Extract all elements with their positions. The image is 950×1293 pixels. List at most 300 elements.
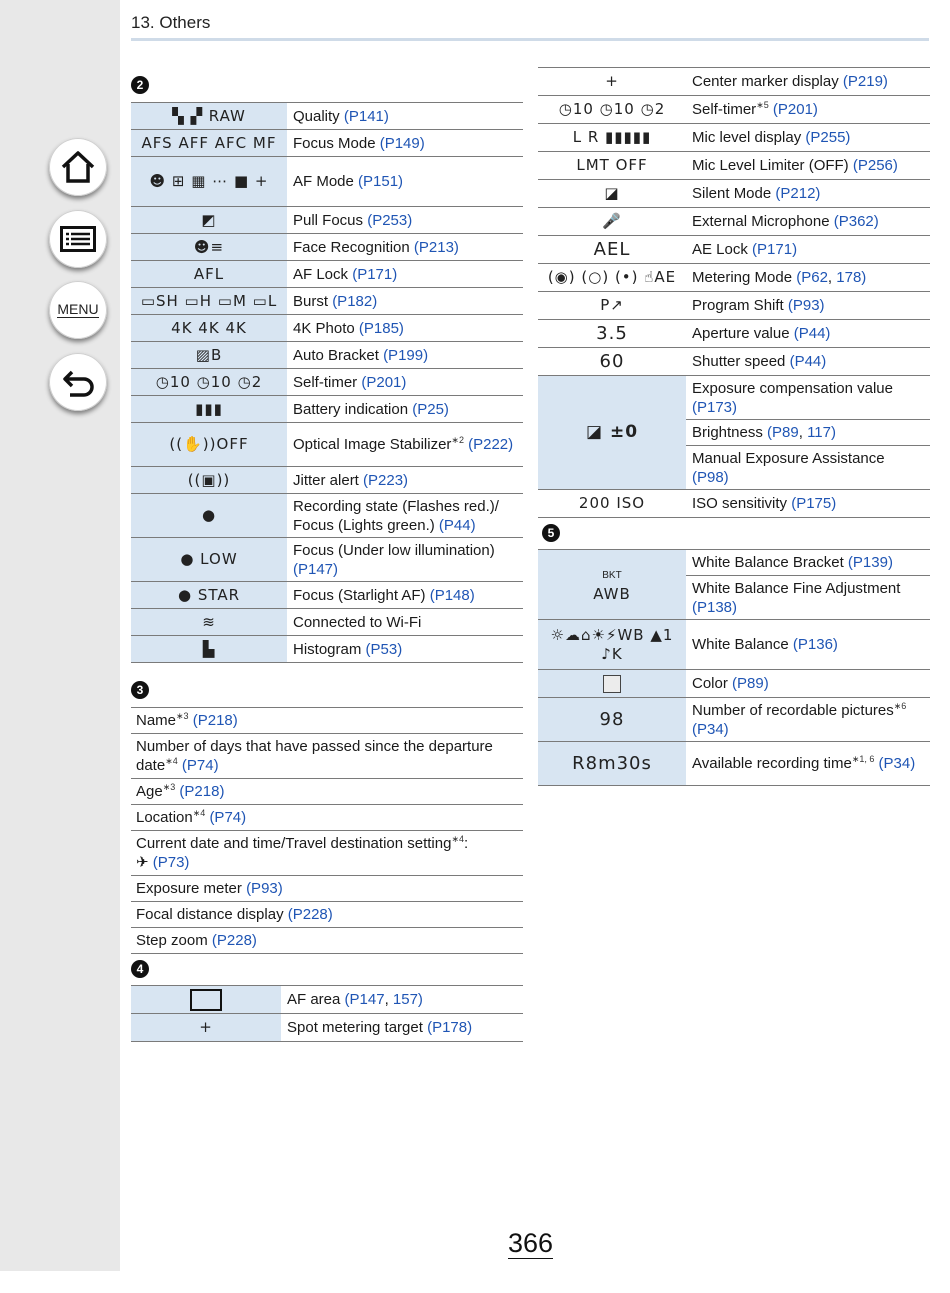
indicator-icon: ◷10 ◷10 ◷2 [558,100,666,118]
item-label: Age [136,783,163,800]
page-reference-link[interactable]: (P73) [152,854,190,871]
table-row [538,320,930,348]
indicator-icon: + [199,1018,213,1036]
page-reference-link[interactable]: (P149) [379,134,425,152]
description-cell [686,348,930,376]
item-suffix: : [464,835,469,852]
table-row [131,636,523,663]
section-2-table [131,102,523,663]
item-label: Current date and time/Travel destination setting [136,835,452,852]
page-reference-link[interactable]: (P141) [343,107,389,125]
footnote-mark: ∗4 [165,756,178,766]
item-label: Color [692,675,728,692]
icon-cell [131,103,287,130]
item-label: Number of days that have passed since the departure date [136,738,493,774]
table-row [538,698,930,742]
table-row [538,68,930,96]
description-cell [287,538,523,582]
description-cell [686,236,930,264]
page-reference-link[interactable]: (P255) [805,129,851,146]
description-cell [131,831,523,876]
item-label: Focus (Starlight AF) [293,586,426,604]
table-row [131,494,523,538]
description-cell [287,423,523,467]
page-reference-link[interactable]: (P185) [358,319,404,337]
description-cell [131,876,523,902]
icon-cell [131,1014,281,1042]
icon-cell [538,320,686,348]
item-label: Location [136,809,193,826]
item-label: White Balance Bracket [692,554,844,571]
table-row [131,779,523,805]
item-label: Manual Exposure Assistance [692,449,885,467]
table-row [538,550,930,576]
footnote-mark: ∗5 [756,100,769,110]
indicator-icon: ▮▮▮ [195,399,223,418]
icon-cell [131,130,287,157]
item-label: Jitter alert [293,471,359,489]
table-row [538,152,930,180]
table-row [131,538,523,582]
table-row [131,103,523,130]
page-reference-link[interactable]: (P53) [365,640,403,658]
table-row [131,423,523,467]
description-cell [131,928,523,954]
indicator-icon: 60 [599,351,625,372]
footnote-mark: ∗4 [192,808,206,818]
icon-cell [131,609,287,636]
description-cell [686,376,930,420]
item-label: Center marker display [692,73,839,90]
indicator-icon: ☻ ⊞ ▦ ⋯ ■ + [149,172,269,190]
table-row [131,157,523,207]
icon-cell [538,698,686,742]
icon-cell [131,157,287,207]
item-label: Self-timer [692,101,757,118]
table-row [131,609,523,636]
description-cell [686,152,930,180]
item-label: Number of recordable pictures [692,701,894,719]
icon-cell [131,986,281,1014]
item-label: Optical Image Stabilizer [293,436,452,453]
page-reference-link[interactable]: (P173) [692,398,738,416]
page-reference-link[interactable]: (P213) [413,238,459,256]
description-cell [686,180,930,208]
page-reference-link[interactable]: 117) [807,424,836,441]
contents-button[interactable] [49,210,107,268]
icon-cell [538,376,686,490]
item-label: Metering Mode [692,269,793,286]
item-label: Battery indication [293,400,409,418]
indicator-icon: AEL [593,239,631,260]
description-cell [686,124,930,152]
description-cell [287,103,523,130]
description-cell [287,582,523,609]
page-reference-link[interactable]: (P182) [332,292,378,310]
af-area-frame-icon [190,989,222,1011]
item-label: External Microphone [692,213,830,230]
indicator-icon: ● STAR [177,585,241,604]
item-label: Available recording time [692,755,852,772]
left-column [131,76,523,1042]
description-cell [287,315,523,342]
item-label: Step zoom [136,932,208,949]
page-reference-link[interactable]: 157) [392,991,423,1008]
icon-cell [131,261,287,288]
description-cell: Brightness (P89, 117) [692,424,836,441]
table-row [538,348,930,376]
page-reference-link[interactable]: (P93) [787,297,825,314]
table-row [131,396,523,423]
page-reference-link[interactable]: (P228) [211,932,257,949]
item-label: Connected to Wi-Fi [293,613,422,631]
indicator-icon: ◩ [201,210,217,229]
page-reference-link[interactable]: (P212) [775,185,821,202]
indicator-icon: P↗ [600,296,624,314]
page-reference-link[interactable]: (P44) [789,353,827,370]
icon-cell [538,292,686,320]
indicator-icon: ((✋))OFF [169,435,249,453]
description-cell [686,208,930,236]
icon-cell [538,236,686,264]
description-cell [686,742,930,786]
section-3-table [131,707,523,954]
footnote-mark: ∗2 [451,435,464,445]
indicator-icon: 3.5 [596,323,628,344]
page-reference-link[interactable]: (P362) [833,213,879,230]
table-row [131,831,523,876]
item-label: AF Lock [293,265,349,283]
page-reference-link[interactable]: (P175) [791,495,837,512]
table-row [131,876,523,902]
page-reference-link[interactable]: (P171) [352,265,398,283]
page-reference-link[interactable]: (P171) [752,241,798,258]
page-reference-link[interactable]: (P98) [692,468,729,486]
page-reference-link[interactable]: (P201) [361,373,407,391]
item-label: AF area [287,991,341,1008]
icon-cell [538,670,686,698]
item-label: Aperture value [692,325,790,342]
table-row [538,376,930,420]
item-label: Focus Mode [293,134,376,152]
table-row [538,490,930,518]
right-table-top [538,67,930,518]
indicator-icon: 200 ISO [578,494,646,512]
description-cell [686,576,930,620]
icon-cell [538,264,686,292]
footnote-mark: ∗4 [451,834,464,844]
page-reference-link[interactable]: (P44) [793,325,831,342]
description-cell [287,609,523,636]
icon-cell [131,582,287,609]
page-reference-link[interactable]: (P136) [792,636,838,653]
indicator-icon: ● [201,506,217,524]
footnote-mark: ∗3 [162,782,176,792]
description-cell [131,805,523,831]
item-label: Spot metering target [287,1019,423,1036]
icon-cell [538,68,686,96]
item-label: White Balance Fine Adjustment [692,579,901,597]
page-reference-link[interactable]: (P93) [246,880,283,897]
table-row [131,130,523,157]
page-reference-link[interactable]: (P147 [344,991,385,1008]
section-badge-2: 2 [131,76,149,94]
description-cell [686,620,930,670]
table-row [131,467,523,494]
page-reference-link[interactable]: (P151) [358,173,404,190]
description-cell [131,734,523,779]
page-reference-link[interactable]: (P256) [852,157,898,174]
description-cell [287,207,523,234]
indicator-icon: 98 [599,709,625,730]
page-reference-link[interactable]: (P199) [383,346,429,364]
table-row [131,315,523,342]
section-badge-5: 5 [542,524,560,542]
page-reference-link[interactable]: (P148) [429,586,475,604]
footnote-mark: ∗6 [893,700,907,711]
table-row [131,986,523,1014]
icon-cell [538,152,686,180]
description-cell [287,288,523,315]
item-label: AE Lock [692,241,748,258]
home-icon [60,150,96,184]
item-label: White Balance [692,636,789,653]
home-button[interactable] [49,138,107,196]
bkt-label-icon: BKT [602,569,622,581]
icon-cell [538,348,686,376]
table-row [131,902,523,928]
page-reference-link[interactable]: 178) [836,269,867,286]
description-cell [686,490,930,518]
page-reference-link[interactable]: (P139) [847,554,893,571]
icon-cell [538,180,686,208]
indicator-icon: (◉) (○) (•) ☝AE [547,268,677,286]
page-reference-link[interactable]: (P25) [412,400,449,418]
item-label: Mic Level Limiter (OFF) [692,157,849,174]
description-cell: Metering Mode (P62, 178) [692,269,867,286]
icon-cell [131,494,287,538]
icon-cell [131,538,287,582]
description-cell [287,396,523,423]
icon-cell [131,396,287,423]
table-row [131,234,523,261]
icon-cell [131,207,287,234]
icon-cell [131,315,287,342]
indicator-icon: R8m30s [572,753,652,774]
icon-cell [131,342,287,369]
item-label: 4K Photo [293,319,355,337]
table-row [538,670,930,698]
icon-cell [538,124,686,152]
table-row [538,208,930,236]
page-reference-link[interactable]: (P178) [427,1019,473,1036]
page-number: 366 [508,1228,554,1258]
indicator-icon: AFL [193,264,225,283]
description-cell [287,342,523,369]
description-cell [287,234,523,261]
indicator-icon: ▚ ▞ RAW [172,106,246,125]
footnote-mark: ∗1, 6 [851,754,875,764]
description-cell [287,467,523,494]
description-cell [686,320,930,348]
page-reference-link[interactable]: (P138) [692,598,738,616]
section-badge-3: 3 [131,681,149,699]
page-reference-link[interactable]: (P74) [181,757,219,774]
icon-cell [131,636,287,663]
page-reference-link[interactable]: (P219) [842,73,888,90]
indicator-icon: ((▣)) [187,470,231,489]
indicator-icon: ☼☁⌂☀⚡WB ▲1 ♪K [550,625,674,663]
item-label: Program Shift [692,297,784,314]
description-cell [287,157,523,207]
page-reference-link[interactable]: (P147) [293,560,339,578]
indicator-icon: ▭SH ▭H ▭M ▭L [140,291,278,310]
item-label: Shutter speed [692,353,786,370]
table-row [131,1014,523,1042]
awb-icon: AWB [593,584,631,603]
table-row [131,582,523,609]
page-reference-link[interactable]: (P34) [692,720,729,738]
header-rule [131,38,929,41]
page-reference-link[interactable]: (P62 [796,269,828,286]
table-row [131,805,523,831]
item-label: Auto Bracket [293,346,379,364]
description-cell [686,446,930,490]
page-reference-link[interactable]: (P89) [732,675,769,692]
indicator-icon: ● LOW [180,550,238,568]
table-row [538,742,930,786]
item-label: Mic level display [692,129,802,146]
item-label: Recording state (Flashes red.)/ Focus (Lights green.) [293,497,499,534]
icon-cell [131,369,287,396]
indicator-icon: ▙ [202,639,216,658]
item-label: Silent Mode [692,185,772,202]
page-reference-link[interactable]: (P223) [363,471,409,489]
back-arrow-icon [60,367,96,397]
item-label: ISO sensitivity [692,495,788,512]
icon-cell [538,96,686,124]
table-row [131,288,523,315]
icon-cell [131,423,287,467]
icon-cell [538,620,686,670]
right-column [538,67,930,786]
table-row [131,207,523,234]
description-cell [287,494,523,538]
description-cell [131,779,523,805]
indicator-icon: 4K 4K 4K [171,318,247,337]
page-reference-link[interactable]: (P89 [767,424,799,441]
indicator-icon: L R ▮▮▮▮▮ [572,128,652,146]
description-cell [686,550,930,576]
table-row [131,261,523,288]
indicator-icon: + [605,72,619,90]
item-label: Exposure compensation value [692,379,893,397]
description-cell [281,1014,523,1042]
item-label: Histogram [293,640,362,658]
page-header: 13. Others [131,13,211,32]
table-row [538,292,930,320]
table-row [538,264,930,292]
sidebar [0,0,120,1271]
table-row [131,342,523,369]
description-cell [287,261,523,288]
page-reference-link[interactable]: (P218) [192,712,238,729]
indicator-icon: AFS AFF AFC MF [141,133,277,152]
description-cell [686,96,930,124]
footnote-mark: ∗3 [176,711,189,721]
item-label: Name [136,712,177,729]
airplane-icon: ✈ [136,854,153,871]
item-label: Self-timer [293,373,358,391]
indicator-icon: 🎤 [602,212,622,230]
indicator-icon: ≋ [202,612,216,631]
icon-cell [131,467,287,494]
icon-cell [538,490,686,518]
page-reference-link[interactable]: (P201) [772,101,818,118]
table-row [131,928,523,954]
page-reference-link[interactable]: (P44) [438,516,476,534]
menu-button[interactable] [49,281,107,339]
table-row [538,620,930,670]
description-cell [287,369,523,396]
page-reference-link[interactable]: (P228) [287,906,333,923]
description-cell [287,130,523,157]
page-reference-link[interactable]: (P222) [468,436,514,453]
item-label: Face Recognition [293,238,410,256]
page-reference-link[interactable]: (P253) [367,211,413,229]
item-label: Pull Focus [293,211,364,229]
icon-cell [131,234,287,261]
item-label: Quality [293,107,340,125]
back-button[interactable] [49,353,107,411]
table-row [131,369,523,396]
description-cell [686,670,930,698]
description-cell [287,636,523,663]
table-row [538,96,930,124]
description-cell [686,292,930,320]
list-icon [60,226,96,252]
menu-label: MENU [57,301,99,317]
description-cell [131,902,523,928]
indicator-icon: ▨B [195,345,223,364]
section-5-table [538,549,930,786]
table-row [538,236,930,264]
indicator-icon: ◷10 ◷10 ◷2 [155,372,263,391]
table-row [131,734,523,779]
section-4-table [131,985,523,1042]
icon-cell [538,208,686,236]
description-cell [131,708,523,734]
item-label: Focal distance display [136,906,284,923]
color-square-icon [603,675,621,693]
description-cell [686,698,930,742]
page-reference-link[interactable]: (P74) [209,809,247,826]
icon-cell [538,550,686,620]
item-label: AF Mode [293,173,354,190]
table-row [538,180,930,208]
item-label: Focus (Under low illumination) [293,541,495,559]
icon-cell [538,742,686,786]
indicator-icon: ◪ [604,184,620,202]
table-row [131,708,523,734]
indicator-icon: LMT OFF [576,156,648,174]
page-reference-link[interactable]: (P218) [179,783,225,800]
section-badge-4: 4 [131,960,149,978]
table-row [538,124,930,152]
icon-cell [131,288,287,315]
page-reference-link[interactable]: (P34) [878,755,916,772]
item-label: Brightness [692,424,763,441]
